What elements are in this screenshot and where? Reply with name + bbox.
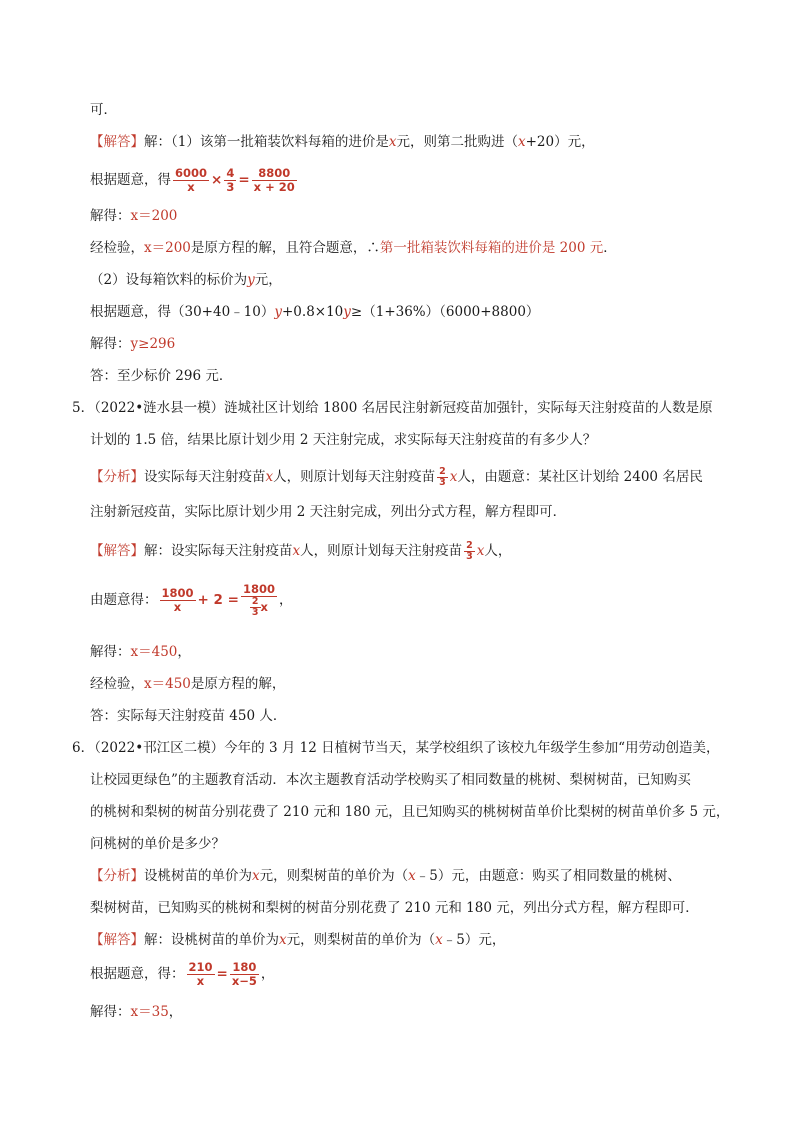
fraction: $\frac{8800}{x + 20}$ — [253, 166, 295, 194]
q6-question-line2: 让校园更绿色”的主题教育活动．本次主题教育活动学校购买了相同数量的桃树、梨树树苗，已知购买 — [90, 772, 691, 788]
q6-question-line1: 6．（2022•邗江区二模）今年的 3 月 12 日植树节当天，某学校组织了该校九年级学生参加“用劳动创造美， — [72, 740, 720, 756]
fraction: $\frac{4}{3}$ — [226, 166, 235, 194]
q5-question-line1: 5．（2022•涟水县一模）涟城社区计划给 1800 名居民注射新冠疫苗加强针，实际每天注射疫苗的人数是原 — [72, 400, 713, 416]
answer-tag: 【解答】 — [90, 134, 144, 150]
answer-tag: 【解答】 — [90, 543, 144, 559]
q4-part2: （2）设每箱饮料的标价为y元， — [90, 272, 282, 288]
q5-final: 答：实际每天注射疫苗 450 人． — [90, 708, 287, 724]
fraction: $\frac{6000}{x}$ — [175, 166, 208, 194]
fraction: 1800 $\frac{2}{3}$ x — [242, 582, 275, 618]
q6-analysis-line1: 【分析】设桃树苗的单价为x元，则梨树苗的单价为（x﹣5）元，由题意：购买了相同数量的桃树、 — [90, 868, 681, 884]
q4-inequality: 根据题意，得（30+40﹣10）y+0.8×10y≥（1+36%）（6000+8800） — [90, 304, 540, 320]
fraction: $\frac{2}{3}$ — [466, 540, 473, 562]
q6-question-line3: 的桃树和梨树的树苗分别花费了 210 元和 180 元，且已知购买的桃树树苗单价比梨树的树苗单价多 5 元， — [90, 804, 730, 820]
analysis-tag: 【分析】 — [90, 868, 144, 884]
fraction: $\frac{210}{x}$ — [188, 960, 213, 988]
fraction: $\frac{180}{x-5}$ — [231, 960, 257, 988]
q5-answer-line1: 【解答】解：设实际每天注射疫苗x人，则原计划每天注射疫苗 $\frac{2}{3}$ x人， — [90, 540, 512, 562]
q4-final: 答：至少标价 296 元． — [90, 368, 233, 384]
q6-question-line4: 问桃树的单价是多少？ — [90, 836, 225, 852]
analysis-tag: 【分析】 — [90, 469, 144, 485]
q4-equation: 根据题意，得 $\frac{6000}{x}$ × $\frac{4}{3}$ = $\frac{8800}{x + 20}$ — [90, 166, 295, 194]
q6-answer-line1: 【解答】解：设桃树苗的单价为x元，则梨树苗的单价为（x﹣5）元， — [90, 932, 506, 948]
answer-tag: 【解答】 — [90, 932, 144, 948]
q5-solve: 解得：x＝450， — [90, 644, 191, 660]
q6-analysis-line2: 梨树树苗，已知购买的桃树和梨树的树苗分别花费了 210 元和 180 元，列出分式方程，解方程即可． — [90, 900, 699, 916]
prev-text-tail: 可． — [90, 102, 117, 118]
fraction: $\frac{1800}{x}$ — [161, 586, 194, 614]
q4-answer-line1: 【解答】解：（1）该第一批箱装饮料每箱的进价是x元，则第二批购进（x+20）元， — [90, 134, 595, 150]
q5-question-line2: 计划的 1.5 倍，结果比原计划少用 2 天注射完成，求实际每天注射疫苗的有多少人？ — [90, 432, 597, 448]
q6-solve: 解得：x＝35， — [90, 1004, 183, 1020]
q4-solve: 解得：x＝200 — [90, 208, 178, 224]
q6-equation: 根据题意，得： $\frac{210}{x}$ = $\frac{180}{x-5}$ ， — [90, 960, 275, 988]
q5-analysis-line1: 【分析】设实际每天注射疫苗x人，则原计划每天注射疫苗 $\frac{2}{3}$ x人，由题意：某社区计划给 2400 名居民 — [90, 466, 703, 488]
q4-solve2: 解得：y≥296 — [90, 336, 176, 352]
fraction: $\frac{2}{3}$ — [439, 466, 446, 488]
q5-analysis-line2: 注射新冠疫苗，实际比原计划少用 2 天注射完成，列出分式方程，解方程即可． — [90, 504, 567, 520]
q5-check: 经检验，x＝450是原方程的解， — [90, 676, 286, 692]
q5-equation: 由题意得： $\frac{1800}{x}$ + 2 = 1800 $\frac{2}{3}$ x ， — [90, 582, 293, 618]
q4-check: 经检验，x＝200是原方程的解，且符合题意，∴第一批箱装饮料每箱的进价是 200 元． — [90, 240, 617, 256]
